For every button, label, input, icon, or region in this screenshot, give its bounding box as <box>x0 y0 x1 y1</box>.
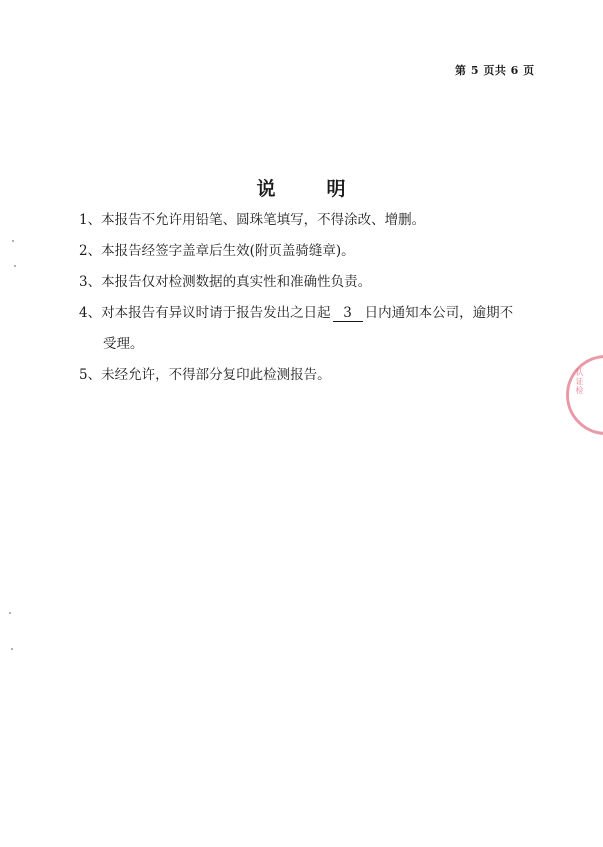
page-number: 第 5 页共 6 页 <box>455 64 535 77</box>
note-item: 5、未经允许，不得部分复印此检测报告。 <box>79 367 331 383</box>
scan-speck <box>14 265 16 267</box>
title-char-2: 明 <box>326 178 347 200</box>
scan-speck <box>9 612 11 614</box>
scan-speck <box>11 648 13 650</box>
days-value: 3 <box>333 306 363 322</box>
seal-stamp <box>566 355 603 435</box>
scan-speck <box>12 240 14 242</box>
note-item: 1、本报告不允许用铅笔、圆珠笔填写，不得涂改、增删。 <box>79 212 426 228</box>
note-text-after: 日内通知本公司，逾期不 <box>364 305 514 321</box>
note-continuation: 受理。 <box>103 336 144 352</box>
note-item <box>79 298 534 360</box>
document-title <box>0 174 603 201</box>
note-item: 3、本报告仅对检测数据的真实性和准确性负责。 <box>79 274 372 290</box>
note-item: 2、本报告经签字盖章后生效(附页盖骑缝章)。 <box>79 243 355 259</box>
note-text-before: 4、对本报告有异议时请于报告发出之日起 <box>79 305 331 321</box>
notes-list <box>79 205 534 391</box>
seal-stamp-text: 认证检 <box>575 368 584 395</box>
title-char-1: 说 <box>256 178 277 200</box>
